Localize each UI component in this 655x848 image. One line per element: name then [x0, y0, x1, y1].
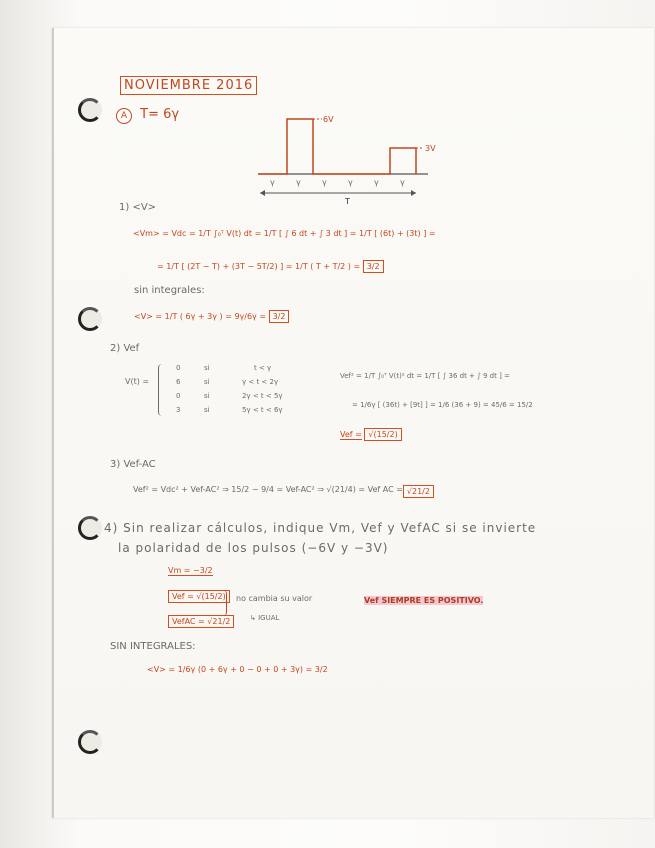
- case-cond: γ < t < 2γ: [242, 378, 279, 386]
- part1-equation-2: [157, 262, 384, 271]
- page-title: NOVIEMBRE 2016: [120, 76, 257, 95]
- part3-title: 3) Vef-AC: [110, 459, 156, 470]
- binder-hole-3-icon: [78, 516, 102, 540]
- case-cond: 2γ < t < 5γ: [242, 392, 283, 400]
- part3-result: √21/2: [403, 485, 434, 498]
- part2-result-value: √(15/2): [364, 428, 401, 441]
- case-value: 3: [176, 406, 181, 414]
- segment-label: γ: [322, 178, 327, 187]
- part4-highlight-note: Vef SIEMPRE ES POSITIVO.: [364, 596, 484, 605]
- part1-title: 1) <V>: [119, 202, 157, 213]
- case-value: 6: [176, 378, 181, 386]
- part4-no-cambia: no cambia su valor: [236, 594, 313, 603]
- part4-vef-value: Vef = √(15/2): [168, 590, 230, 603]
- binder-hole-2-icon: [78, 307, 102, 331]
- part1-eq2-result: 3/2: [363, 260, 384, 273]
- period-label: T: [345, 197, 350, 206]
- part4-igual: ↳ IGUAL: [250, 614, 280, 622]
- part1-equation-1: <Vm> = Vdc = 1/T ∫₀ᵀ V(t) dt = 1/T [ ∫ 6 dt + ∫ 3 dt ] = 1/T [ (6t) + (3t) ] =: [133, 229, 436, 238]
- case-si: si: [204, 378, 210, 386]
- case-si: si: [204, 406, 210, 414]
- part4-brace-icon: [222, 590, 227, 616]
- part4-vm: Vm = −3/2: [168, 566, 213, 575]
- part4-title-line2: la polaridad de los pulsos (−6V y −3V): [118, 541, 389, 555]
- part2-result: [340, 430, 402, 439]
- case-value: 0: [176, 392, 181, 400]
- part1-eq3-result: 3/2: [269, 310, 290, 323]
- part2-result-lhs: Vef =: [340, 430, 362, 439]
- piecewise-brace-icon: [158, 364, 164, 416]
- sin-integrales-title: SIN INTEGRALES:: [110, 641, 196, 652]
- part1-eq2-text: = 1/T [ (2T − T) + (3T − 5T/2) ] = 1/T ( T + T/2 ) =: [157, 262, 361, 271]
- problem-label: [116, 107, 179, 124]
- segment-label: γ: [296, 178, 301, 187]
- part3-eq-text: Vef² = Vdc² + Vef-AC² ⇒ 15/2 − 9/4 = Vef-AC² ⇒ √(21/4) = Vef AC =: [133, 485, 403, 494]
- problem-letter-badge: A: [116, 108, 132, 124]
- segment-label: γ: [374, 178, 379, 187]
- segment-label: γ: [400, 178, 405, 187]
- part2-title: 2) Vef: [110, 343, 140, 354]
- part4-vefac: [168, 617, 234, 626]
- piecewise-lhs: V(t) =: [125, 377, 150, 386]
- binder-hole-4-icon: [78, 730, 102, 754]
- part1-sin-label: sin integrales:: [134, 285, 205, 296]
- part1-eq3-text: <V> = 1/T ( 6γ + 3γ ) = 9γ/6γ =: [134, 312, 267, 321]
- segment-label: γ: [348, 178, 353, 187]
- sin-integrales-equation: <V> = 1/6γ (0 + 6γ + 0 − 0 + 0 + 3γ) = 3/2: [147, 665, 328, 674]
- case-si: si: [204, 364, 210, 372]
- part4-vef: [168, 592, 230, 601]
- part2-equation-1: Vef² = 1/T ∫₀ᵀ V(t)² dt = 1/T [ ∫ 36 dt + ∫ 9 dt ] =: [340, 372, 510, 380]
- case-value: 0: [176, 364, 181, 372]
- case-cond: t < γ: [254, 364, 272, 372]
- problem-given: T= 6γ: [140, 107, 180, 122]
- case-cond: 5γ < t < 6γ: [242, 406, 283, 414]
- part4-title-line1: 4) Sin realizar cálculos, indique Vm, Vef y VefAC si se invierte: [104, 521, 537, 535]
- part2-equation-2: = 1/6γ [ (36t) + [9t] ] = 1/6 (36 + 9) = 45/6 = 15/2: [352, 401, 533, 409]
- binder-hole-1-icon: [78, 98, 102, 122]
- case-si: si: [204, 392, 210, 400]
- level-3v-label: 3V: [425, 144, 436, 153]
- part1-equation-3: [134, 312, 289, 321]
- part4-vefac-value: VefAC = √21/2: [168, 615, 234, 628]
- level-6v-label: 6V: [323, 115, 334, 124]
- segment-label: γ: [270, 178, 275, 187]
- notebook-page: [52, 28, 654, 818]
- part3-equation: [133, 485, 430, 496]
